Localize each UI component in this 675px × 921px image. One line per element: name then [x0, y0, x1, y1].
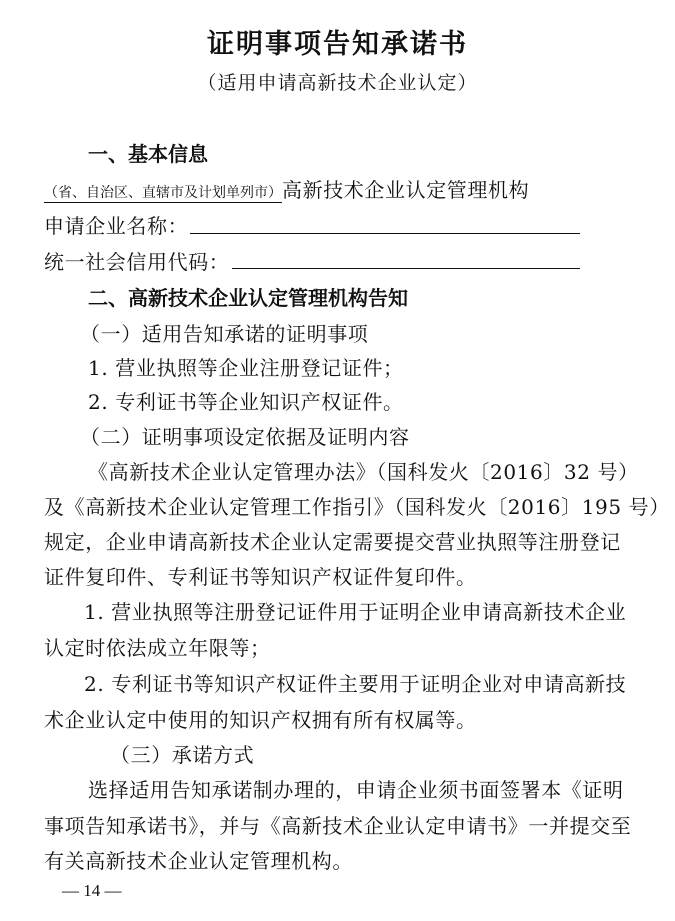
para2-line1: 1. 营业执照等注册登记证件用于证明企业申请高新技术企业	[84, 600, 627, 624]
sub1-item1: 1. 营业执照等企业注册登记证件；	[88, 356, 404, 380]
section2-heading: 二、高新技术企业认定管理机构告知	[88, 286, 408, 310]
para1-line1: 《高新技术企业认定管理办法》（国科发火〔2016〕32 号）	[88, 460, 639, 484]
para4-line3: 有关高新技术企业认定管理机构。	[44, 849, 353, 873]
para3-line1: 2. 专利证书等知识产权证件主要用于证明企业对申请高新技	[84, 672, 627, 696]
credit-code-field[interactable]	[232, 268, 580, 269]
para4-line1: 选择适用告知承诺制办理的，申请企业须书面签署本《证明	[88, 778, 624, 802]
company-name-field[interactable]	[190, 233, 580, 234]
agency-line	[44, 174, 529, 203]
para1-line4: 证件复印件、专利证书等知识产权证件复印件。	[44, 565, 477, 589]
para1-line2: 及《高新技术企业认定管理工作指引》（国科发火〔2016〕195 号）	[44, 495, 670, 519]
para1-line3: 规定，企业申请高新技术企业认定需要提交营业执照等注册登记	[44, 530, 621, 554]
para2-line2: 认定时依法成立年限等；	[44, 636, 271, 660]
document-title: 证明事项告知承诺书	[207, 29, 468, 60]
para3-line2: 术企业认定中使用的知识产权拥有所有权属等。	[44, 708, 477, 732]
sub1-heading: （一）适用告知承诺的证明事项	[80, 322, 369, 346]
sub2-heading: （二）证明事项设定依据及证明内容	[80, 425, 410, 449]
sub1-item2: 2. 专利证书等企业知识产权证件。	[88, 390, 404, 414]
region-note: （省、自治区、直辖市及计划单列市）	[44, 185, 282, 201]
agency-suffix: 高新技术企业认定管理机构	[282, 178, 530, 202]
sub3-heading: （三）承诺方式	[110, 743, 255, 767]
page-number: — 14 —	[62, 881, 122, 900]
document-subtitle: （适用申请高新技术企业认定）	[197, 72, 478, 94]
company-name-label: 申请企业名称：	[44, 214, 189, 238]
credit-code-label: 统一社会信用代码：	[44, 250, 230, 274]
section1-heading: 一、基本信息	[88, 142, 208, 166]
para4-line2: 事项告知承诺书》，并与《高新技术企业认定申请书》一并提交至	[44, 814, 632, 838]
